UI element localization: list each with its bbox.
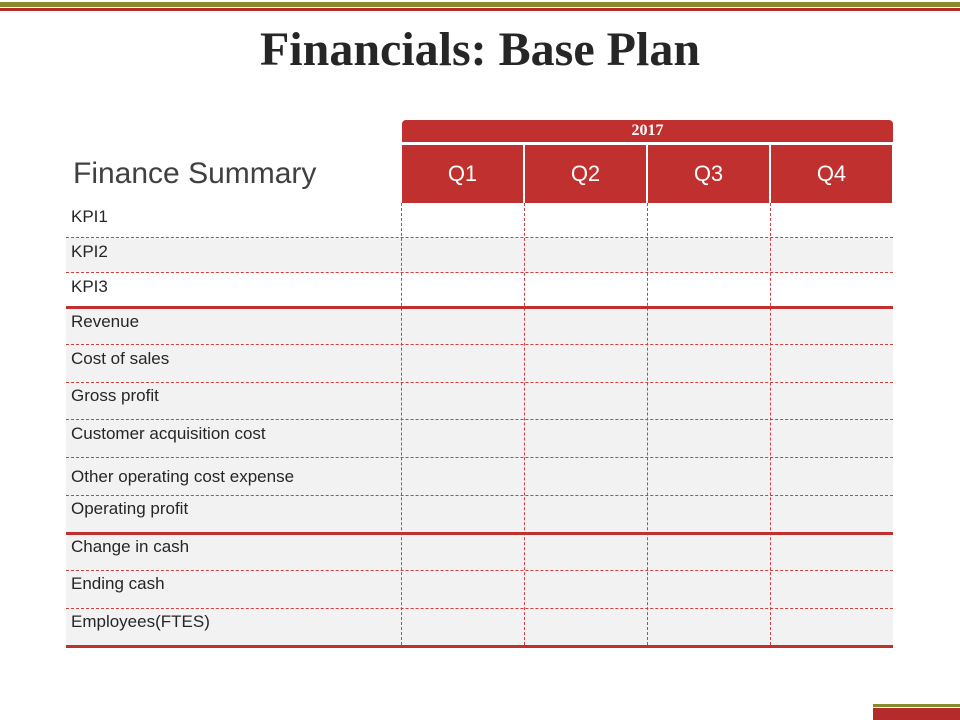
quarter-header-q3: Q3 [648, 145, 769, 203]
row-label: Ending cash [71, 574, 165, 593]
table-row-kpi3 [66, 273, 893, 307]
quarter-header-q4: Q4 [771, 145, 892, 203]
year-header: 2017 [402, 120, 893, 142]
table-row-operating-profit [66, 496, 893, 533]
row-label: Cost of sales [71, 349, 170, 368]
finance-summary-title: Finance Summary [73, 157, 317, 190]
row-label: KPI3 [71, 277, 108, 296]
top-accent-red-bar [0, 8, 960, 11]
section-separator [66, 532, 893, 535]
quarter-header-q2: Q2 [525, 145, 646, 203]
row-label: Gross profit [71, 386, 159, 405]
table-row-other-operating-cost [66, 458, 893, 496]
table-bottom-border [66, 645, 893, 648]
table-row-customer-acquisition-cost [66, 420, 893, 458]
table-row-revenue [66, 309, 893, 345]
table-row-employees [66, 609, 893, 645]
row-label: Revenue [71, 312, 140, 331]
table-row-ending-cash [66, 571, 893, 609]
column-divider [524, 203, 525, 645]
header-divider [647, 145, 648, 203]
top-accent-olive-bar [0, 2, 960, 7]
column-divider [770, 203, 771, 645]
row-label: KPI2 [71, 242, 108, 261]
section-separator [66, 306, 893, 309]
row-label: Employees(FTES) [71, 612, 210, 631]
header-divider [524, 145, 525, 203]
row-label: Operating profit [71, 499, 189, 518]
column-divider [647, 203, 648, 645]
table-row-kpi2 [66, 238, 893, 273]
column-divider [401, 203, 402, 645]
table-row-gross-profit [66, 383, 893, 420]
row-label: KPI1 [71, 207, 108, 226]
row-label: Customer acquisition cost [71, 424, 266, 443]
quarter-header-q1: Q1 [402, 145, 523, 203]
header-divider [770, 145, 771, 203]
corner-accent-olive [873, 704, 960, 707]
corner-accent-red [873, 708, 960, 720]
table-row-cost-of-sales [66, 345, 893, 383]
row-label: Other operating cost expense [71, 467, 295, 486]
row-label: Change in cash [71, 537, 190, 556]
slide-title: Financials: Base Plan [259, 23, 701, 76]
table-row-change-in-cash [66, 535, 893, 571]
table-row-kpi1 [66, 203, 893, 238]
